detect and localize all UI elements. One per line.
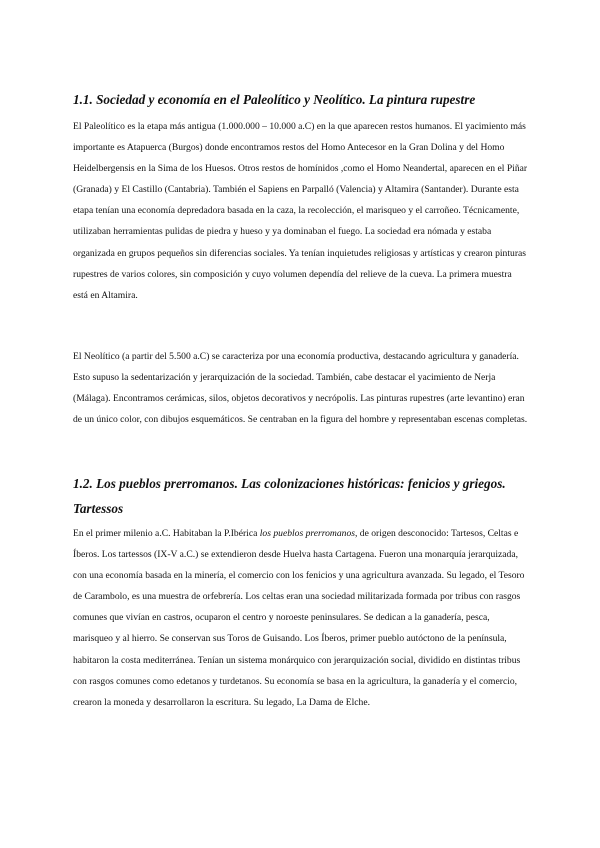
section-heading-paleolitico: 1.1. Sociedad y economía en el Paleolítico y Neolítico. La pintura rupestre — [73, 92, 476, 107]
paragraph-intro-text: En el primer milenio a.C. Habitaban la P.Ibérica — [73, 528, 260, 539]
paragraph-rest-text: , de origen desconocido: Tartesos, Celtas e Íberos. Los tartessos (IX-V a.C.) se extendieron desde Huelva hasta Cartagena. Fueron una monarquía jerarquizada, con una economía basada en la minería, el comercio con los fenicios y una agricultura avanzada. Su legado, el Tesoro de Carambolo, es una muestra de orfebrería. Los celtas eran una sociedad militarizada formada por tribus con rasgos comunes que vivían en castros, ocuparon el centro y noroeste peninsulares. Se dedican a la ganadería, pesca, marisqueo y al hierro. Se conservan sus Toros de Guisando. Los Íberos, primer pueblo autóctono de la península, habitaron la costa mediterránea. Tenían un sistema monárquico con jerarquización social, dividido en distintas tribus con rasgos comunes como edetanos y turdetanos. Su economía se basa en la agricultura, la ganadería y el comercio, crearon la moneda y desarrollaron la escritura. Su legado, La Dama de Elche. — [73, 528, 525, 708]
paragraph-emphasis-text: los pueblos prerromanos — [259, 528, 355, 539]
paragraph-neolitico: El Neolítico (a partir del 5.500 a.C) se caracteriza por una economía productiva, destacando agricultura y ganadería. Esto supuso la sedentarización y jerarquización de la sociedad. También, cabe destacar el yacimiento de Nerja (Málaga). Encontramos cerámicas, silos, objetos decorativos y necrópolis. Las pinturas rupestres (arte levantino) eran de un único color, con dibujos esquemáticos. Se centraban en la figura del hombre y representaban escenas completas. — [73, 351, 528, 426]
section-heading-pueblos-prerromanos: 1.2. Los pueblos prerromanos. Las colonizaciones históricas: fenicios y griegos. Tartessos — [73, 476, 506, 516]
paragraph-pueblos-prerromanos — [73, 523, 529, 713]
paragraph-paleolitico: El Paleolítico es la etapa más antigua (1.000.000 – 10.000 a.C) en la que aparecen restos humanos. El yacimiento más importante es Atapuerca (Burgos) donde encontramos restos del Homo Antecesor en la Gran Dolina y del Homo Heidelbergensis en la Sima de los Huesos. Otros restos de homínidos ,como el Homo Neandertal, aparecen en el Piñar (Granada) y El Castillo (Cantabria). También el Sapiens en Parpalló (Valencia) y Altamira (Santander). Durante esta etapa tenían una economía depredadora basada en la caza, la recolección, el marisqueo y el carroñeo. Técnicamente, utilizaban herramientas pulidas de piedra y hueso y ya dominaban el fuego. La sociedad era nómada y estaba organizada en grupos pequeños sin diferencias sociales. Ya tenían inquietudes religiosas y artísticas y crearon pinturas rupestres de varios colores, sin composición y cuyo volumen dependía del relieve de la cueva. La primera muestra está en Altamira. — [73, 121, 528, 301]
